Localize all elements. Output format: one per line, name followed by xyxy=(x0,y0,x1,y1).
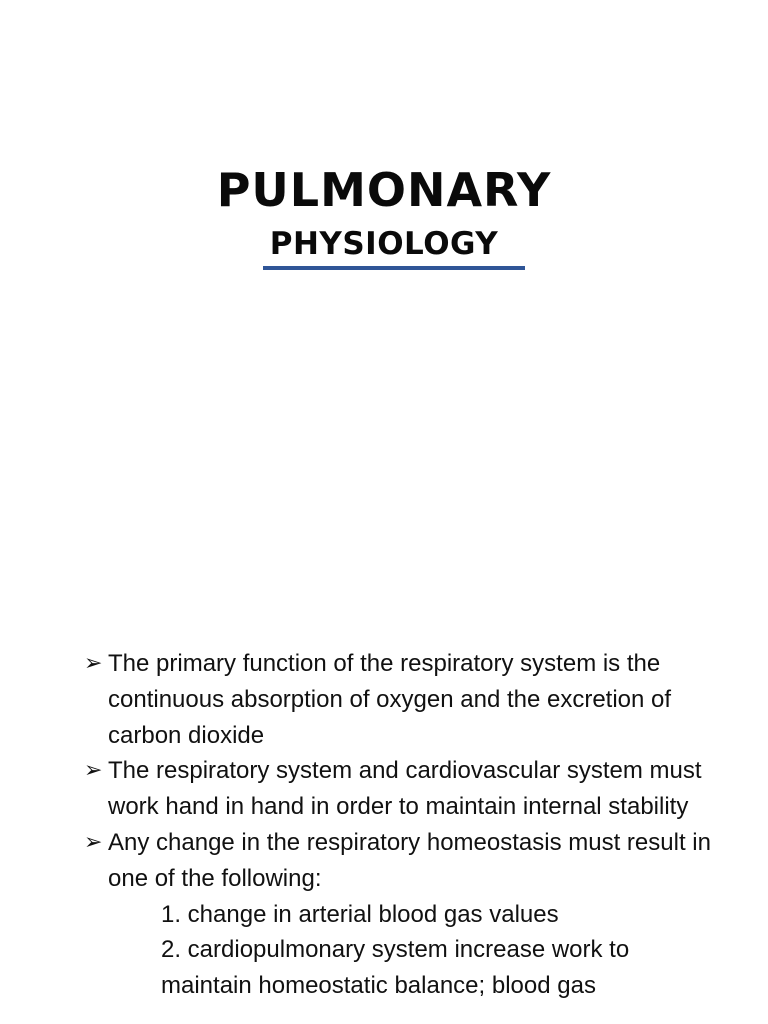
bullet-text: Any change in the respiratory homeostasis must result in one of the following: xyxy=(108,828,711,892)
page-subtitle: PHYSIOLOGY xyxy=(269,226,499,262)
numbered-sub-item: 1. change in arterial blood gas values xyxy=(161,900,559,928)
bullet-item xyxy=(84,646,724,753)
bullet-list xyxy=(84,646,724,1004)
arrow-bullet-icon: ➢ xyxy=(84,829,103,855)
bullet-item xyxy=(84,753,724,825)
title-underline xyxy=(263,266,525,270)
arrow-bullet-icon: ➢ xyxy=(84,651,103,676)
page-title: PULMONARY xyxy=(216,163,552,217)
bullet-item xyxy=(84,825,724,897)
bullet-text: The primary function of the respiratory system is the continuous absorption of oxygen and the excretion of carbon dioxide xyxy=(108,650,672,749)
numbered-sub-item: 2. cardiopulmonary system increase work to maintain homeostatic balance; blood gas xyxy=(161,936,630,1000)
arrow-bullet-icon: ➢ xyxy=(84,758,103,784)
bullet-text: The respiratory system and cardiovascular system must work hand in hand in order to maintain internal stability xyxy=(108,757,702,821)
